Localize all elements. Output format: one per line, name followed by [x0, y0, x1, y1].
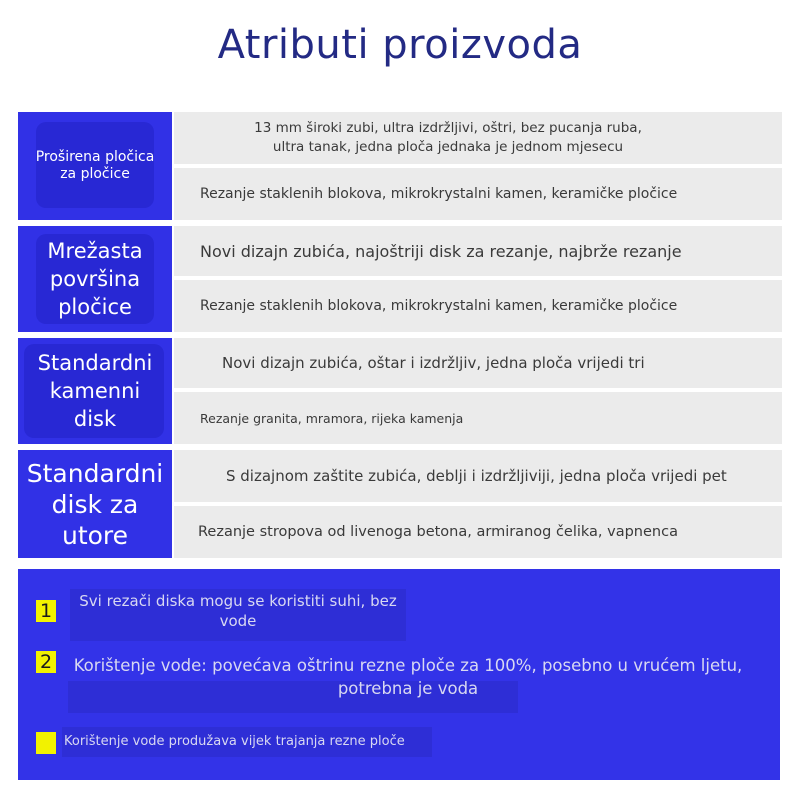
row-label — [18, 338, 172, 444]
feature-cell — [174, 338, 782, 388]
note-text: Korištenje vode produžava vijek trajanja rezne ploče — [64, 734, 405, 749]
feature-text — [144, 119, 752, 157]
attribute-row — [18, 450, 782, 558]
row-label — [18, 226, 172, 332]
row-label-text: Proširena pločica za pločice — [35, 148, 155, 182]
note-number-badge: 1 — [36, 600, 56, 622]
feature-line: ultra tanak, jedna ploča jednaka je jednom mjesecu — [272, 139, 624, 155]
note-text: Svi rezači diska mogu se koristiti suhi, bez vode — [79, 592, 397, 630]
usage-cell — [174, 280, 782, 332]
row-label-text: Mrežasta površina pločice — [47, 239, 143, 319]
usage-text: Rezanje staklenih blokova, mikrokrystalni kamen, keramičke pločice — [200, 298, 678, 314]
feature-text: Novi dizajn zubića, najoštriji disk za rezanje, najbrže rezanje — [200, 241, 682, 261]
note-number-badge: 2 — [36, 651, 56, 673]
row-label — [18, 450, 172, 558]
feature-cell — [174, 450, 782, 502]
note-number-badge — [36, 732, 56, 754]
row-label-text: Standardni disk za utore — [26, 458, 164, 550]
page-title: Atributi proizvoda — [217, 22, 583, 68]
feature-text: Novi dizajn zubića, oštar i izdržljiv, jedna ploča vrijedi tri — [222, 354, 645, 372]
usage-cell — [174, 506, 782, 558]
notes-panel — [18, 569, 780, 780]
row-label-text: Standardni kamenni disk — [37, 351, 153, 431]
feature-line: 13 mm široki zubi, ultra izdržljivi, oštri, bez pucanja ruba, — [254, 120, 642, 136]
attribute-row — [18, 338, 782, 444]
usage-cell — [174, 168, 782, 220]
attribute-row — [18, 226, 782, 332]
usage-text: Rezanje staklenih blokova, mikrokrystalni kamen, keramičke pločice — [200, 186, 678, 202]
feature-cell — [174, 226, 782, 276]
attribute-row — [18, 112, 782, 220]
usage-text: Rezanje granita, mramora, rijeka kamenja — [200, 410, 464, 426]
usage-text: Rezanje stropova od livenoga betona, armiranog čelika, vapnenca — [198, 524, 678, 540]
note-text: Korištenje vode: povećava oštrinu rezne ploče za 100%, posebno u vrućem ljetu, potrebna je voda — [73, 656, 743, 698]
usage-cell — [174, 392, 782, 444]
feature-text: S dizajnom zaštite zubića, deblji i izdržljiviji, jedna ploča vrijedi pet — [226, 467, 727, 485]
feature-cell — [174, 112, 782, 164]
